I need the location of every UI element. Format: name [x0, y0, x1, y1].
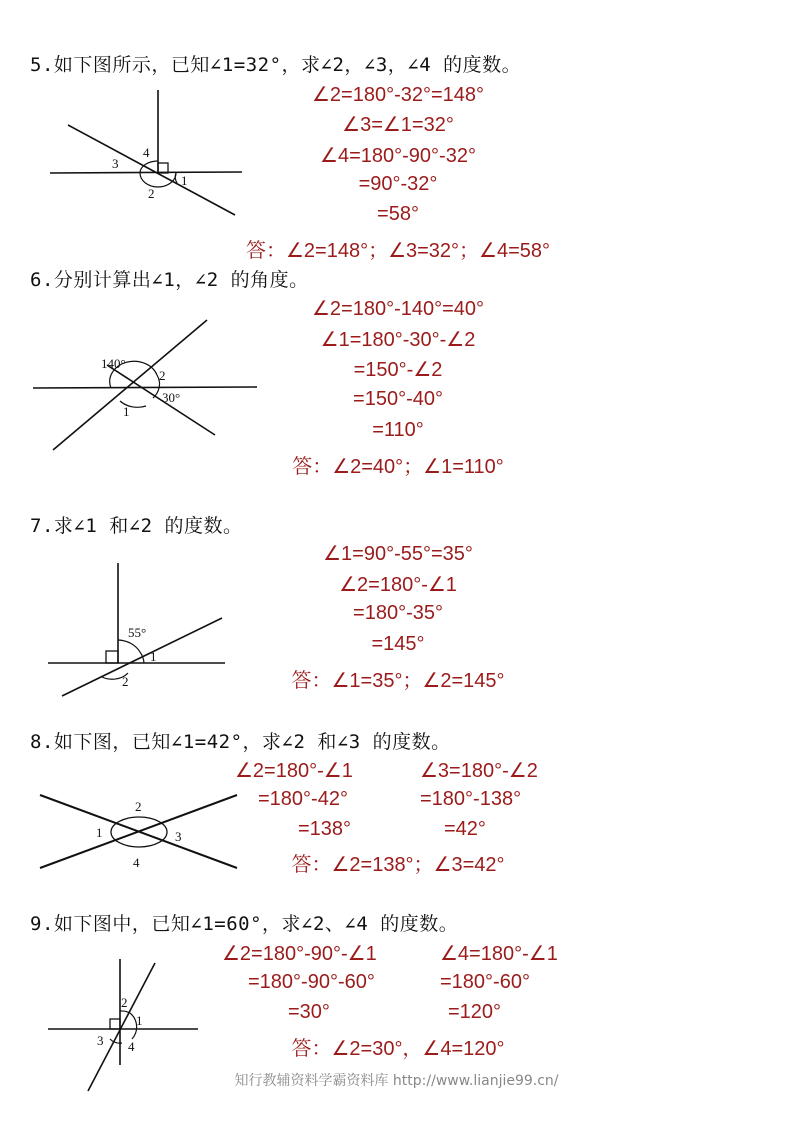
question-7-text: 7.求∠1 和∠2 的度数。	[30, 515, 243, 537]
q8-left-step-2: =180°-42°	[258, 788, 348, 810]
q5-step-5: =58°	[377, 203, 419, 225]
q9-right-step-1: ∠4=180°-∠1	[440, 943, 558, 965]
q6-label-2: 2	[159, 368, 166, 383]
q5-label-2: 2	[148, 186, 155, 201]
q9-label-3: 3	[97, 1033, 104, 1048]
q8-label-1: 1	[96, 825, 103, 840]
question-6-text: 6.分别计算出∠1，∠2 的角度。	[30, 269, 309, 291]
q5-step-4: =90°-32°	[358, 173, 438, 195]
q8-label-4: 4	[133, 855, 140, 870]
q7-step-3: =180°-35°	[353, 602, 443, 624]
q8-label-2: 2	[135, 799, 142, 814]
q5-diagonal-line	[68, 125, 235, 215]
q9-right-step-3: =120°	[448, 1001, 502, 1023]
q5-label-1: 1	[181, 173, 188, 188]
q7-angle-arc-55	[118, 640, 140, 652]
q8-left-step-3: =138°	[298, 818, 352, 840]
q9-label-4: 4	[128, 1039, 135, 1054]
q5-horizontal-line	[50, 172, 242, 173]
q6-label-30: 30°	[162, 390, 181, 405]
q8-answer: 答：∠2=138°；∠3=42°	[291, 854, 505, 876]
q7-step-2: ∠2=180°-∠1	[339, 574, 457, 596]
q7-label-1: 1	[150, 649, 157, 664]
q8-right-step-1: ∠3=180°-∠2	[420, 760, 538, 782]
q9-left-step-2: =180°-90°-60°	[248, 971, 375, 993]
q8-figure	[32, 785, 247, 880]
question-8-text: 8.如下图，已知∠1=42°，求∠2 和∠3 的度数。	[30, 731, 451, 753]
q7-step-1: ∠1=90°-55°=35°	[323, 543, 473, 565]
q9-left-step-3: =30°	[288, 1001, 330, 1023]
q7-figure	[40, 560, 240, 700]
question-9-text: 9.如下图中，已知∠1=60°，求∠2、∠4 的度数。	[30, 913, 459, 935]
q6-step-3: =150°-∠2	[353, 359, 443, 381]
footer-watermark: 知行教辅资料学霸资料库 http://www.lianjie99.cn/	[234, 1073, 559, 1089]
q6-label-140: 140°	[101, 356, 126, 371]
q9-left-step-1: ∠2=180°-90°-∠1	[222, 943, 377, 965]
q6-figure	[25, 310, 265, 460]
q5-right-angle-mark	[158, 163, 168, 173]
q8-right-step-3: =42°	[444, 818, 486, 840]
q6-step-1: ∠2=180°-140°=40°	[311, 298, 485, 320]
q5-answer: 答：∠2=148°；∠3=32°；∠4=58°	[245, 240, 551, 262]
q9-label-2: 2	[121, 995, 128, 1010]
q6-step-5: =110°	[372, 419, 424, 441]
q9-answer: 答：∠2=30°，∠4=120°	[291, 1038, 505, 1060]
q7-label-2: 2	[122, 674, 129, 689]
q8-left-step-1: ∠2=180°-∠1	[235, 760, 353, 782]
q7-step-4: =145°	[371, 633, 425, 655]
q5-step-1: ∠2=180°-32°=148°	[311, 84, 485, 106]
q9-angle-arc-2	[120, 1011, 130, 1013]
q7-answer: 答：∠1=35°；∠2=145°	[291, 670, 505, 692]
q6-step-4: =150°-40°	[353, 388, 443, 410]
q6-horizontal-line	[33, 387, 257, 388]
q9-label-1: 1	[136, 1013, 143, 1028]
q5-step-3: ∠4=180°-90°-32°	[320, 145, 476, 167]
q8-label-3: 3	[175, 829, 182, 844]
q6-label-1: 1	[123, 404, 130, 419]
q7-right-angle-mark	[106, 651, 118, 663]
q5-figure	[40, 85, 250, 220]
q8-right-step-2: =180°-138°	[420, 788, 522, 810]
q9-right-step-2: =180°-60°	[440, 971, 530, 993]
q6-rising-line	[53, 320, 207, 450]
q7-label-55: 55°	[128, 625, 147, 640]
q5-angle-arc-right	[175, 173, 177, 183]
q5-step-2: ∠3=∠1=32°	[342, 114, 454, 136]
question-5-text: 5.如下图所示，已知∠1=32°，求∠2，∠3，∠4 的度数。	[30, 54, 522, 76]
q5-label-4: 4	[143, 145, 150, 160]
q6-answer: 答：∠2=40°；∠1=110°	[292, 456, 504, 478]
q5-label-3: 3	[112, 156, 119, 171]
q6-step-2: ∠1=180°-30°-∠2	[320, 329, 476, 351]
q9-right-angle-mark	[110, 1019, 120, 1029]
